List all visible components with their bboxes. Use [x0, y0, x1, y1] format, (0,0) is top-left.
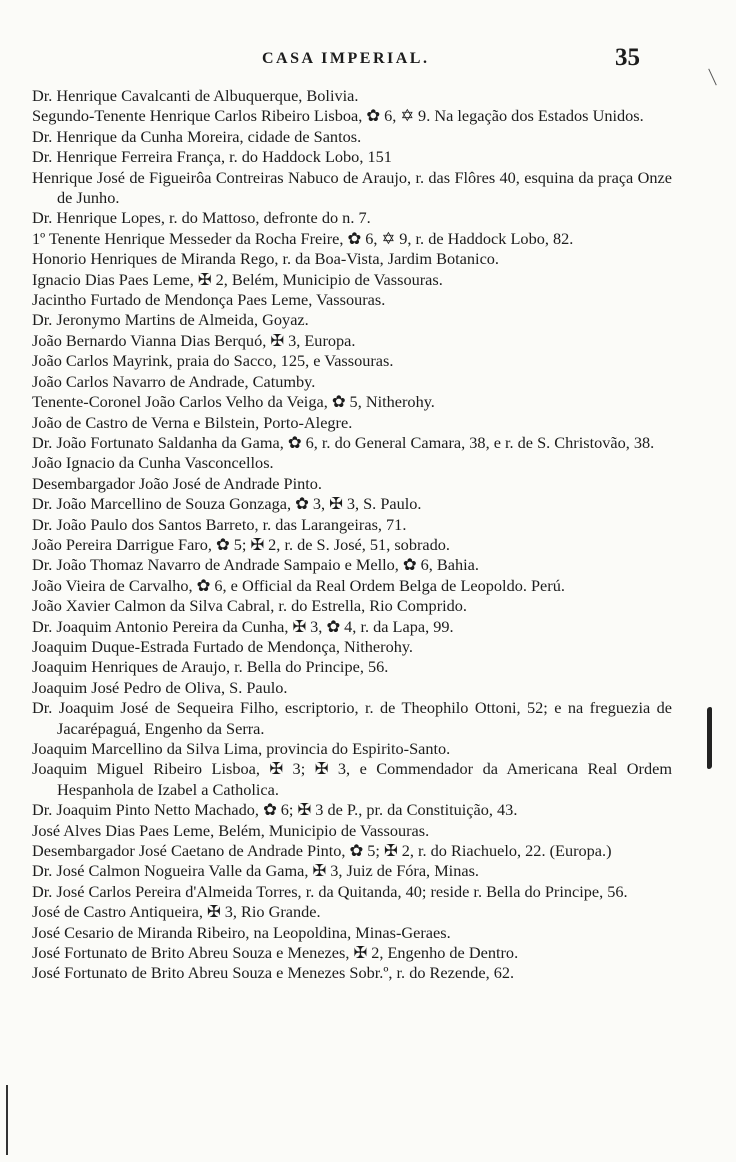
directory-entry: Henrique José de Figueirôa Contreiras Nabuco de Araujo, r. das Flôres 40, esquina da praça Onze de Junho. [32, 167, 672, 208]
directory-entry: João Xavier Calmon da Silva Cabral, r. do Estrella, Rio Comprido. [32, 596, 467, 616]
directory-entry: João Carlos Mayrink, praia do Sacco, 125, e Vassouras. [32, 351, 394, 371]
directory-entry: João Pereira Darrigue Faro, ✿ 5; ✠ 2, r. de S. José, 51, sobrado. [32, 534, 450, 554]
directory-entry: Honorio Henriques de Miranda Rego, r. da Boa-Vista, Jardim Botanico. [32, 249, 500, 269]
directory-entry: Tenente-Coronel João Carlos Velho da Veiga, ✿ 5, Nitherohy. [32, 392, 435, 412]
directory-entry: Jacintho Furtado de Mendonça Paes Leme, Vassouras. [32, 290, 386, 310]
margin-ink-mark [707, 707, 712, 769]
directory-entry: Dr. Joaquim Pinto Netto Machado, ✿ 6; ✠ 3 de P., pr. da Constituição, 43. [32, 800, 518, 820]
directory-entry: José de Castro Antiqueira, ✠ 3, Rio Grande. [32, 902, 321, 922]
directory-entry: Dr. Joaquim Antonio Pereira da Cunha, ✠ 3, ✿ 4, r. da Lapa, 99. [32, 616, 454, 636]
directory-entry: Dr. Jeronymo Martins de Almeida, Goyaz. [32, 310, 309, 330]
directory-entry: Joaquim José Pedro de Oliva, S. Paulo. [32, 677, 288, 697]
directory-entry: Dr. Henrique Ferreira França, r. do Haddock Lobo, 151 [32, 147, 392, 167]
directory-entry: Desembargador José Caetano de Andrade Pinto, ✿ 5; ✠ 2, r. do Riachuelo, 22. (Europa.) [32, 841, 612, 861]
directory-entry: Dr. Henrique da Cunha Moreira, cidade de Santos. [32, 126, 362, 146]
page-header [0, 44, 736, 78]
directory-entry: José Cesario de Miranda Ribeiro, na Leopoldina, Minas-Geraes. [32, 922, 451, 942]
directory-entry: João Carlos Navarro de Andrade, Catumby. [32, 371, 316, 391]
directory-entry: José Fortunato de Brito Abreu Souza e Menezes Sobr.º, r. do Rezende, 62. [32, 963, 515, 983]
directory-entry: Dr. Henrique Lopes, r. do Mattoso, defronte do n. 7. [32, 208, 371, 228]
page-number: 35 [615, 44, 640, 71]
directory-entry: João Ignacio da Cunha Vasconcellos. [32, 453, 274, 473]
directory-entry: José Fortunato de Brito Abreu Souza e Menezes, ✠ 2, Engenho de Dentro. [32, 943, 519, 963]
directory-entry: Dr. João Thomaz Navarro de Andrade Sampaio e Mello, ✿ 6, Bahia. [32, 555, 479, 575]
directory-entry: 1º Tenente Henrique Messeder da Rocha Freire, ✿ 6, ✡ 9, r. de Haddock Lobo, 82. [32, 228, 574, 248]
directory-entry: Dr. João Paulo dos Santos Barreto, r. das Larangeiras, 71. [32, 514, 407, 534]
directory-entry: Joaquim Marcellino da Silva Lima, provincia do Espirito-Santo. [32, 739, 451, 758]
directory-entry: Joaquim Miguel Ribeiro Lisboa, ✠ 3; ✠ 3, e Commendador da Americana Real Ordem Hespanhola de Izabel a Catholica. [32, 759, 672, 799]
directory-entry: Joaquim Henriques de Araujo, r. Bella do Principe, 56. [32, 657, 389, 677]
directory-entry: Dr. Henrique Cavalcanti de Albuquerque, Bolivia. [32, 86, 359, 105]
directory-entry: Desembargador João José de Andrade Pinto. [32, 473, 322, 493]
directory-entry: Dr. Joaquim José de Sequeira Filho, escriptorio, r. de Theophilo Ottoni, 52; e na freguezia de Jacarépaguá, Engenho da Serra. [32, 698, 672, 738]
directory-entry: Dr. João Marcellino de Souza Gonzaga, ✿ 3, ✠ 3, S. Paulo. [32, 494, 422, 514]
directory-entry: Dr. José Calmon Nogueira Valle da Gama, ✠ 3, Juiz de Fóra, Minas. [32, 861, 479, 881]
page-edge-mark [6, 1085, 8, 1155]
directory-entry: Joaquim Duque-Estrada Furtado de Mendonça, Nitherohy. [32, 636, 414, 656]
directory-entry: Segundo-Tenente Henrique Carlos Ribeiro Lisboa, ✿ 6, ✡ 9. Na legação dos Estados Unidos. [32, 106, 644, 126]
directory-entry: José Alves Dias Paes Leme, Belém, Municipio de Vassouras. [32, 820, 430, 840]
running-title: CASA IMPERIAL. [262, 50, 430, 67]
directory-entry: João Vieira de Carvalho, ✿ 6, e Official da Real Ordem Belga de Leopoldo. Perú. [32, 575, 565, 595]
directory-entry: Ignacio Dias Paes Leme, ✠ 2, Belém, Municipio de Vassouras. [32, 269, 443, 289]
directory-entry: João de Castro de Verna e Bilstein, Porto-Alegre. [32, 412, 353, 432]
directory-entry: Dr. José Carlos Pereira d'Almeida Torres, r. da Quitanda, 40; reside r. Bella do Principe, 56. [32, 881, 628, 901]
directory-entry: João Bernardo Vianna Dias Berquó, ✠ 3, Europa. [32, 330, 356, 350]
directory-entries [32, 86, 672, 984]
directory-entry: Dr. João Fortunato Saldanha da Gama, ✿ 6, r. do General Camara, 38, e r. de S. Christovão, 38. [32, 432, 655, 452]
